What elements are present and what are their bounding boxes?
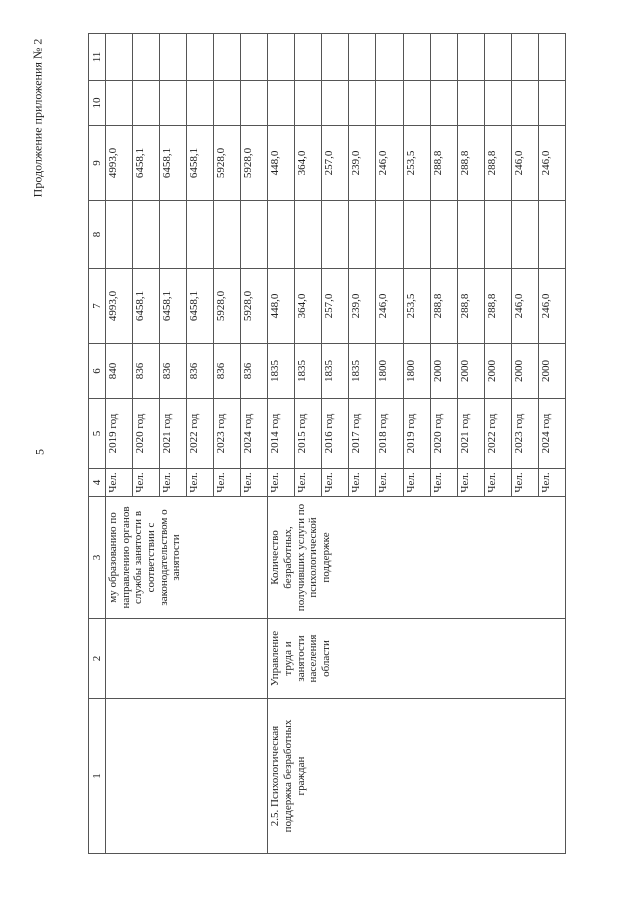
value-cell: 257,0 [322,126,349,201]
year-cell: 2019 год [403,399,430,469]
value-cell: 1835 [322,344,349,399]
year-cell: 2014 год [268,399,295,469]
value-cell [295,34,322,81]
value-cell [376,34,403,81]
unit-cell: Чел. [133,469,160,497]
value-cell [295,81,322,126]
executor-cell [106,619,268,699]
appendix-title: Продолжение приложения № 2 [30,38,45,198]
value-cell [457,34,484,81]
value-cell: 239,0 [349,269,376,344]
unit-cell: Чел. [295,469,322,497]
value-cell: 6458,1 [133,269,160,344]
value-cell [322,34,349,81]
value-cell [268,34,295,81]
value-cell [403,34,430,81]
value-cell [160,34,187,81]
value-cell: 2000 [430,344,457,399]
value-cell [349,81,376,126]
header-cell: 2 [89,619,106,699]
value-cell: 6458,1 [187,269,214,344]
value-cell [349,34,376,81]
value-cell [349,201,376,269]
value-cell: 288,8 [457,126,484,201]
value-cell [322,201,349,269]
value-cell [430,34,457,81]
year-cell: 2020 год [133,399,160,469]
program-event-cell [106,699,268,854]
header-row [89,34,106,854]
header-cell: 8 [89,201,106,269]
year-cell: 2024 год [538,399,565,469]
year-cell: 2018 год [376,399,403,469]
value-cell [538,81,565,126]
header-cell: 6 [89,344,106,399]
unit-cell: Чел. [457,469,484,497]
value-cell: 246,0 [538,269,565,344]
unit-cell: Чел. [241,469,268,497]
value-cell: 246,0 [511,126,538,201]
value-cell: 5928,0 [214,126,241,201]
value-cell [160,201,187,269]
value-cell [484,81,511,126]
value-cell [430,81,457,126]
unit-cell: Чел. [214,469,241,497]
executor-cell: Управление труда и занятости населения области [268,619,566,699]
value-cell: 6458,1 [187,126,214,201]
value-cell: 2000 [484,344,511,399]
value-cell [106,81,133,126]
value-cell: 1835 [349,344,376,399]
value-cell: 1835 [268,344,295,399]
header-cell: 1 [89,699,106,854]
value-cell: 5928,0 [241,269,268,344]
unit-cell: Чел. [511,469,538,497]
value-cell [538,34,565,81]
header-cell: 10 [89,81,106,126]
value-cell [106,34,133,81]
value-cell [187,201,214,269]
header-cell: 4 [89,469,106,497]
rotated-table-wrapper [88,34,566,854]
header-cell: 7 [89,269,106,344]
value-cell [457,201,484,269]
value-cell: 246,0 [538,126,565,201]
unit-cell: Чел. [430,469,457,497]
unit-cell: Чел. [322,469,349,497]
value-cell: 1800 [403,344,430,399]
value-cell: 836 [187,344,214,399]
value-cell [133,81,160,126]
value-cell [511,201,538,269]
year-cell: 2023 год [511,399,538,469]
value-cell: 2000 [457,344,484,399]
value-cell: 4993,0 [106,126,133,201]
value-cell: 288,8 [430,269,457,344]
value-cell: 2000 [511,344,538,399]
unit-cell: Чел. [160,469,187,497]
year-cell: 2017 год [349,399,376,469]
value-cell [268,81,295,126]
unit-cell: Чел. [349,469,376,497]
value-cell [241,81,268,126]
value-cell: 836 [133,344,160,399]
indicator-cell: Количество безработных, получивших услуги по психологической поддержке [268,497,566,619]
value-cell: 257,0 [322,269,349,344]
value-cell: 246,0 [376,126,403,201]
year-cell: 2022 год [187,399,214,469]
table-row [106,34,133,854]
value-cell: 5928,0 [241,126,268,201]
unit-cell: Чел. [268,469,295,497]
value-cell [457,81,484,126]
unit-cell: Чел. [484,469,511,497]
value-cell [376,81,403,126]
value-cell: 448,0 [268,126,295,201]
value-cell [511,34,538,81]
year-cell: 2023 год [214,399,241,469]
value-cell: 840 [106,344,133,399]
value-cell: 836 [160,344,187,399]
header-cell: 5 [89,399,106,469]
value-cell: 364,0 [295,269,322,344]
value-cell: 836 [214,344,241,399]
value-cell: 1800 [376,344,403,399]
value-cell [376,201,403,269]
header-cell: 3 [89,497,106,619]
year-cell: 2015 год [295,399,322,469]
value-cell [430,201,457,269]
program-event-cell: 2.5. Психологическая поддержка безработных граждан [268,699,566,854]
data-table [88,33,566,854]
value-cell [403,81,430,126]
value-cell [484,201,511,269]
value-cell [106,201,133,269]
unit-cell: Чел. [376,469,403,497]
value-cell [268,201,295,269]
value-cell [187,34,214,81]
value-cell: 6458,1 [160,269,187,344]
unit-cell: Чел. [187,469,214,497]
unit-cell: Чел. [403,469,430,497]
value-cell: 6458,1 [133,126,160,201]
value-cell: 246,0 [376,269,403,344]
year-cell: 2021 год [457,399,484,469]
value-cell [484,34,511,81]
value-cell [214,201,241,269]
year-cell: 2016 год [322,399,349,469]
table-row [268,34,295,854]
value-cell: 253,5 [403,126,430,201]
value-cell [160,81,187,126]
value-cell [295,201,322,269]
value-cell [133,34,160,81]
value-cell: 6458,1 [160,126,187,201]
year-cell: 2019 год [106,399,133,469]
value-cell: 448,0 [268,269,295,344]
year-cell: 2024 год [241,399,268,469]
page-number: 5 [32,449,47,455]
value-cell: 2000 [538,344,565,399]
value-cell: 1835 [295,344,322,399]
value-cell [133,201,160,269]
value-cell [322,81,349,126]
value-cell [214,34,241,81]
value-cell [403,201,430,269]
value-cell [538,201,565,269]
indicator-cell: му образованию по направлению органов службы занятости в соответствии с законодательством о занятости [106,497,268,619]
value-cell: 246,0 [511,269,538,344]
value-cell: 288,8 [484,126,511,201]
year-cell: 2022 год [484,399,511,469]
value-cell: 288,8 [484,269,511,344]
value-cell: 836 [241,344,268,399]
value-cell: 4993,0 [106,269,133,344]
value-cell [187,81,214,126]
value-cell [214,81,241,126]
value-cell: 364,0 [295,126,322,201]
value-cell: 288,8 [457,269,484,344]
value-cell: 288,8 [430,126,457,201]
year-cell: 2020 год [430,399,457,469]
year-cell: 2021 год [160,399,187,469]
unit-cell: Чел. [106,469,133,497]
value-cell [241,201,268,269]
header-cell: 9 [89,126,106,201]
header-cell: 11 [89,34,106,81]
value-cell [241,34,268,81]
value-cell [511,81,538,126]
value-cell: 253,5 [403,269,430,344]
unit-cell: Чел. [538,469,565,497]
value-cell: 5928,0 [214,269,241,344]
value-cell: 239,0 [349,126,376,201]
